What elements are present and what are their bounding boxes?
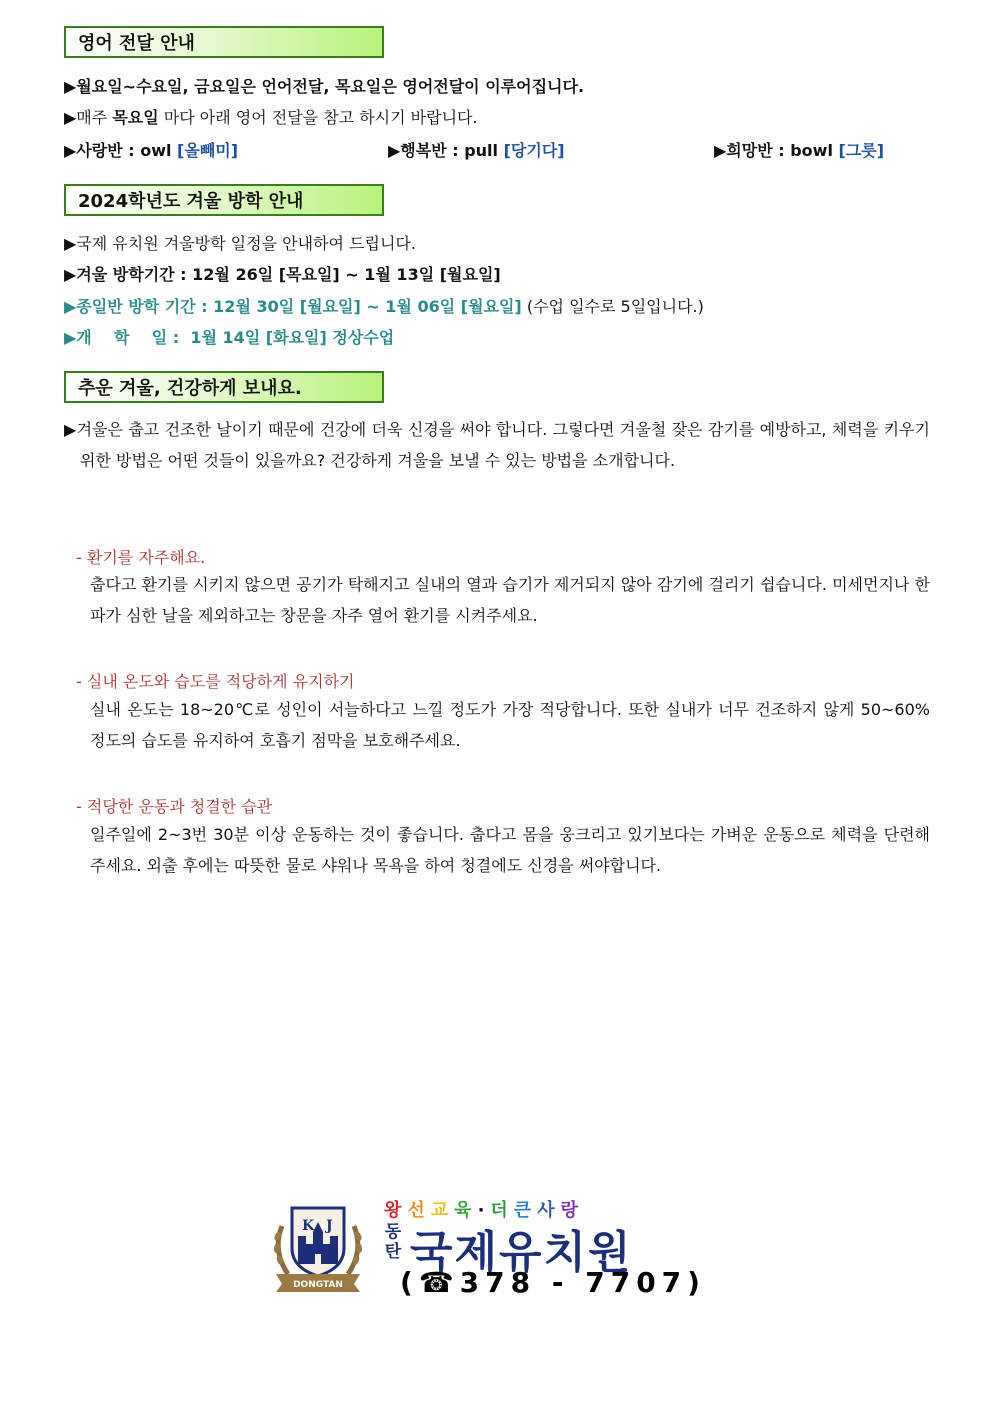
class-word-sarang [64,138,238,161]
slogan-char: 랑 [560,1200,584,1221]
emblem-letter-j: J [326,1218,333,1234]
tip-heading-exercise: - 적당한 운동과 청결한 습관 [76,797,273,816]
health-intro [64,414,930,476]
dongtan-char: 탄 [384,1242,402,1262]
class-word-meaning: [그릇] [838,141,885,160]
castle-emblem-icon [268,1196,368,1294]
slogan-char: 큰 [513,1200,538,1221]
tip-body-temperature: 실내 온도는 18~20℃로 성인이 서늘하다고 느낄 정도가 가장 적당합니다. 또한 실내가 너무 건조하지 않게 50~60% 정도의 습도를 유지하여 호흡기 점막을 보호해주세요. [90,700,930,750]
english-reference-line [64,105,478,128]
class-word-huimang [714,138,884,161]
class-word-label: ▶희망반 : bowl [714,141,839,160]
english-reference-suffix: 마다 아래 영어 전달을 참고 하시기 바랍니다. [158,108,478,127]
tip-body-exercise: 일주일에 2~3번 30분 이상 운동하는 것이 좋습니다. 춥다고 몸을 웅크리고 있기보다는 가벼운 운동으로 체력을 단련해주세요. 외출 후에는 따뜻한 물로 샤워나 목욕을 하여 청결에도 신경을 써야합니다. [90,825,930,875]
section-title-winter-health: 추운 겨울, 건강하게 보내요. [64,371,384,403]
class-word-label: ▶사랑반 : owl [64,141,178,160]
tip-heading-temperature: - 실내 온도와 습도를 적당하게 유지하기 [76,672,355,691]
slogan-char: 육 [454,1200,478,1221]
fullday-break-dates: ▶종일반 방학 기간 : 12월 30일 [월요일] ~ 1월 06일 [월요일] [64,297,522,316]
health-intro-text: ▶겨울은 춥고 건조한 날이기 때문에 건강에 더욱 신경을 써야 합니다. 그렇다면 겨울철 잦은 감기를 예방하고, 체력을 키우기 위한 방법은 어떤 것들이 있을까요? 건강하게 겨울을 보낼 수 있는 방법을 소개합니다. [64,420,930,470]
winter-break-period: ▶겨울 방학기간 : 12월 26일 [목요일] ~ 1월 13일 [월요일] [64,265,501,284]
slogan-char: 왕 [384,1200,408,1221]
dongtan-char: 동 [384,1222,402,1242]
class-word-label: ▶행복반 : pull [388,141,504,160]
section-title-english: 영어 전달 안내 [64,26,384,58]
emblem-ribbon-text: DONGTAN [293,1280,343,1290]
slogan-char: · [477,1200,491,1221]
slogan-char: 더 [490,1200,514,1221]
dongtan-label [382,1222,404,1262]
slogan-char: 교 [430,1200,455,1221]
english-reference-prefix: ▶매주 [64,108,113,127]
tip-heading-ventilation: - 환기를 자주해요. [76,548,206,567]
slogan-char: 사 [537,1200,561,1221]
fullday-break-note: (수업 일수로 5일입니다.) [521,297,704,316]
winter-break-intro: ▶국제 유치원 겨울방학 일정을 안내하여 드립니다. [64,234,416,253]
english-reference-day: 목요일 [112,108,159,127]
section-title-winter-break: 2024학년도 겨울 방학 안내 [64,184,384,216]
emblem-letter-k: K [302,1218,315,1234]
tip-body-ventilation: 춥다고 환기를 시키지 않으면 공기가 탁해지고 실내의 열과 습기가 제거되지 않아 감기에 걸리기 쉽습니다. 미세먼지나 한파가 심한 날을 제외하고는 창문을 자주 열어 환기를 시켜주세요. [90,575,930,625]
kindergarten-emblem [268,1196,368,1294]
slogan-char: 선 [407,1200,431,1221]
kindergarten-name: 국제유치원 [410,1227,633,1278]
class-word-haengbok [388,138,565,161]
fullday-break-period [64,294,704,317]
school-reopen-date: ▶개 학 일 : 1월 14일 [화요일] 정상수업 [64,328,395,347]
class-word-meaning: [올빼미] [177,141,239,160]
phone-number: (☎378 - 7707) [400,1266,706,1299]
english-schedule-line: ▶월요일~수요일, 금요일은 언어전달, 목요일은 영어전달이 이루어집니다. [64,77,585,96]
class-word-meaning: [당기다] [503,141,565,160]
